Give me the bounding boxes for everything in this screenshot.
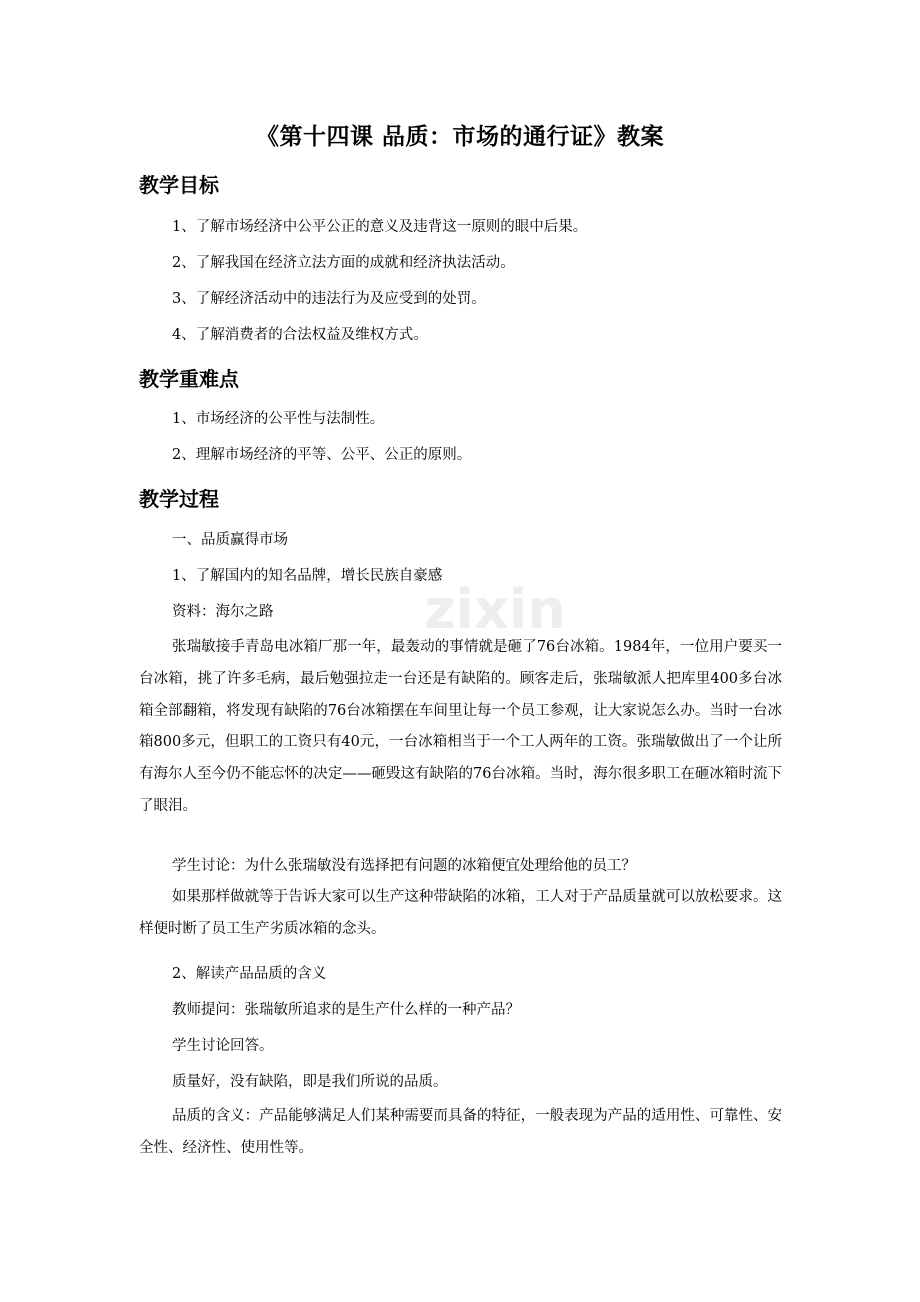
process-material: 资料：海尔之路 bbox=[172, 604, 274, 620]
objective-item-4: 4、了解消费者的合法权益及维权方式。 bbox=[172, 327, 428, 343]
watermark-logo bbox=[420, 578, 650, 642]
process-part-1: 一、品质赢得市场 bbox=[172, 532, 288, 548]
quality-good-line: 质量好，没有缺陷，即是我们所说的品质。 bbox=[172, 1074, 448, 1090]
discussion-paragraph: 学生讨论：为什么张瑞敏没有选择把有问题的冰箱便宜处理给他的员工？ bbox=[172, 858, 636, 874]
process-step-1: 1、了解国内的知名品牌，增长民族自豪感 bbox=[172, 568, 443, 584]
heading-objectives: 教学目标 bbox=[139, 173, 219, 197]
heading-key-points: 教学重难点 bbox=[139, 367, 239, 391]
document-title: 《第十四课 品质：市场的通行证》教案 bbox=[255, 124, 664, 150]
heading-process: 教学过程 bbox=[139, 487, 219, 511]
key-point-item-1: 1、市场经济的公平性与法制性。 bbox=[172, 411, 385, 427]
teacher-question: 教师提问：张瑞敏所追求的是生产什么样的一种产品？ bbox=[172, 1002, 520, 1018]
quality-meaning-paragraph: 品质的含义：产品能够满足人们某种需要而具备的特征，一般表现为产品的适用性、可靠性、安全性、经济性、使用性等。 bbox=[139, 1108, 782, 1156]
svg-text:zixin: zixin bbox=[424, 578, 566, 641]
key-point-item-2: 2、理解市场经济的平等、公平、公正的原则。 bbox=[172, 447, 472, 463]
story-paragraph: 张瑞敏接手青岛电冰箱厂那一年，最轰动的事情就是砸了76台冰箱。1984年，一位用户要买一台冰箱，挑了许多毛病，最后勉强拉走一台还是有缺陷的。顾客走后，张瑞敏派人把库里400多台冰箱全部翻箱，将发现有缺陷的76台冰箱摆在车间里让每一个员工参观，让大家说怎么办。当时一台冰箱800多元，但职工的工资只有40元，一台冰箱相当于一个工人两年的工资。张瑞敏做出了一个让所有海尔人至今仍不能忘怀的决定——砸毁这有缺陷的76台冰箱。当时，海尔很多职工在砸冰箱时流下了眼泪。 bbox=[139, 639, 782, 814]
student-answer: 学生讨论回答。 bbox=[172, 1038, 274, 1054]
answer-paragraph: 如果那样做就等于告诉大家可以生产这种带缺陷的冰箱，工人对于产品质量就可以放松要求。这样便时断了员工生产劣质冰箱的念头。 bbox=[139, 889, 782, 937]
objective-item-2: 2、了解我国在经济立法方面的成就和经济执法活动。 bbox=[172, 255, 515, 271]
objective-item-1: 1、了解市场经济中公平公正的意义及违背这一原则的眼中后果。 bbox=[172, 219, 588, 235]
objective-item-3: 3、了解经济活动中的违法行为及应受到的处罚。 bbox=[172, 291, 486, 307]
process-step-2: 2、解读产品品质的含义 bbox=[172, 966, 327, 982]
